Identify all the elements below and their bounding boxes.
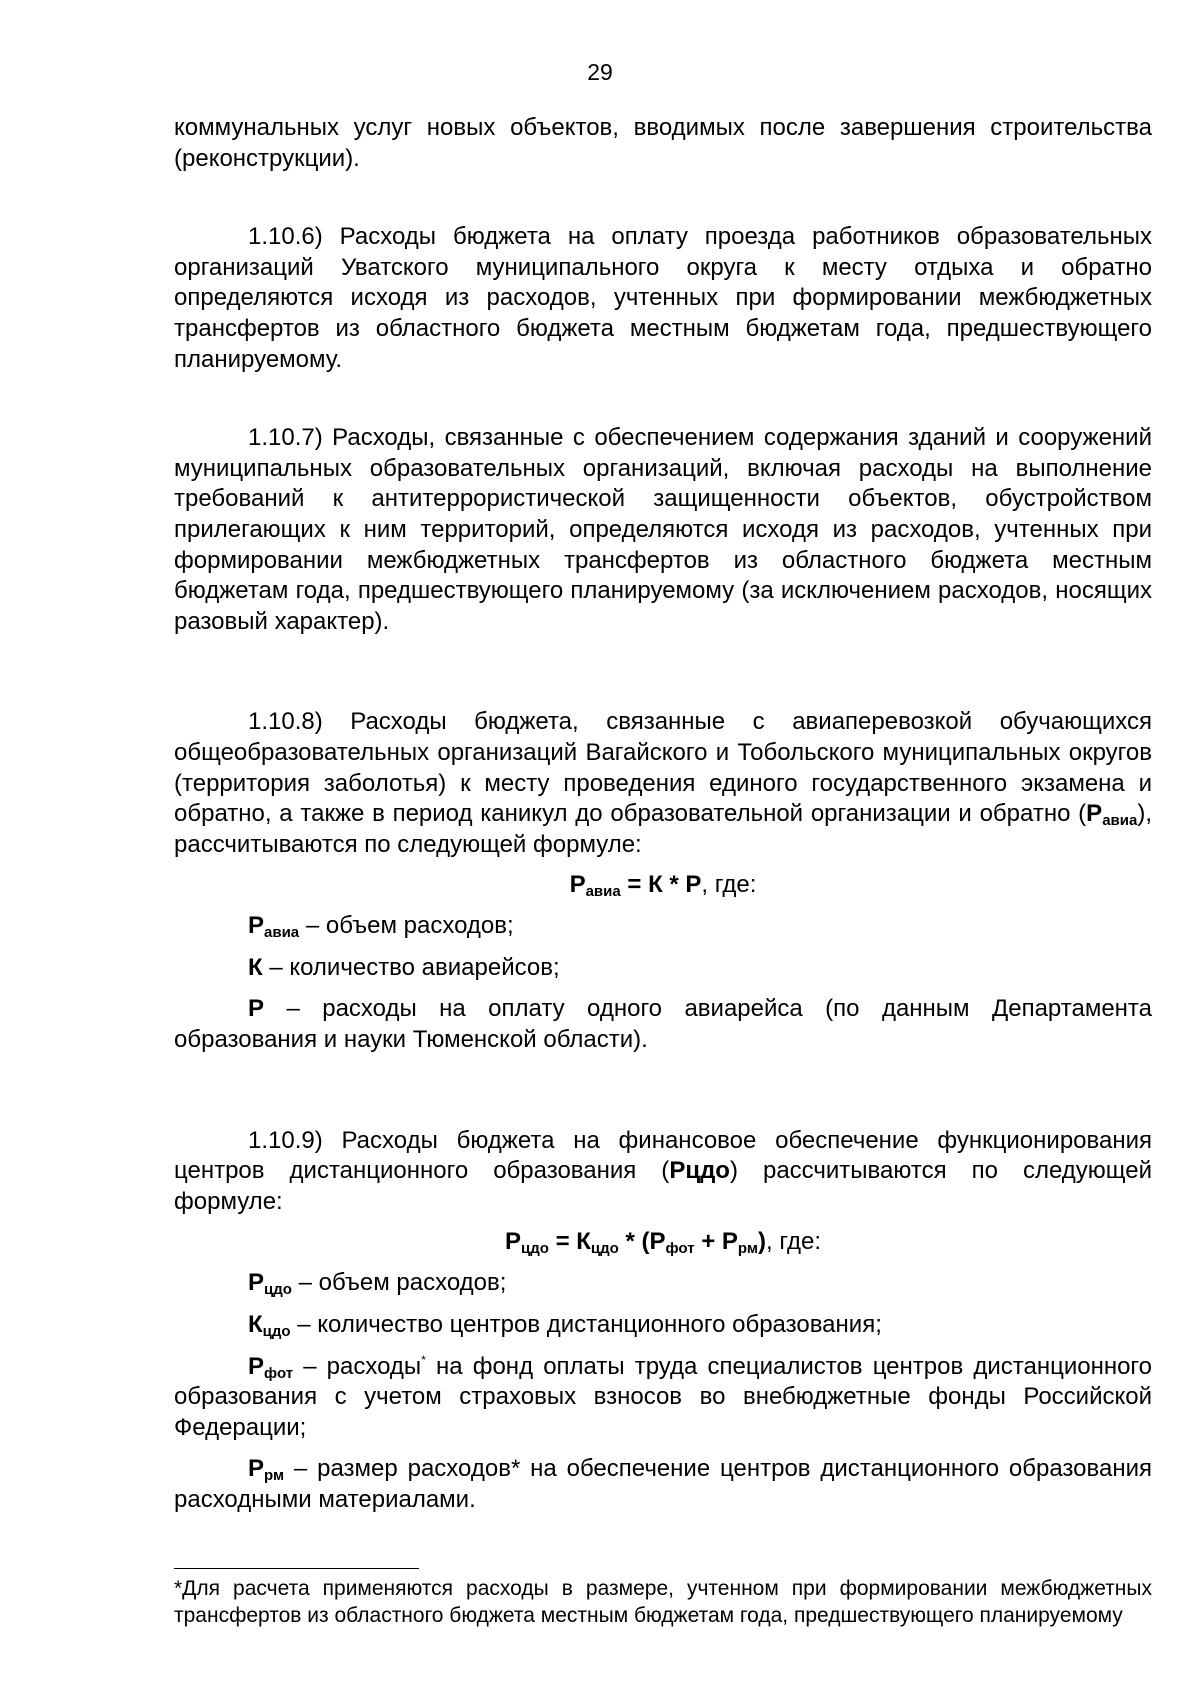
formula-plus: + Р: [694, 1228, 738, 1256]
formula-mid: * (Р: [618, 1228, 666, 1256]
def-symbol: Р: [248, 1269, 265, 1297]
paragraph-tail: ) рассчитываются по следующей формуле:: [174, 1157, 1153, 1215]
formula-tail: , где:: [701, 871, 757, 899]
paragraph-1-10-6: 1.10.6) Расходы бюджета на оплату проезда работников образовательных организаций Уватского муниципального округа к месту отдыха и обратно определяются исходя из расходов, учтенных при формировании межбюджетных трансфертов из областного бюджета местным бюджетам года, предшествующего планируемому.: [174, 223, 1152, 373]
paragraph-1-10-9: [174, 1126, 1152, 1218]
paragraph-1-10-7: 1.10.7) Расходы, связанные с обеспечением содержания зданий и сооружений муниципальных образовательных организаций, включая расходы на выполнение требований к антитеррористической защищенности объектов, обустройством прилегающих к ним территорий, определяются исходя из расходов, учтенных при формировании межбюджетных трансфертов из областного бюджета местным бюджетам года, предшествующего планируемому (за исключением расходов, носящих разовый характер).: [174, 424, 1152, 635]
formula-fot-subscript: фот: [665, 1240, 695, 1258]
paragraph-1-10-8: [174, 707, 1152, 860]
page-number: 29: [587, 59, 613, 85]
formula-eq-k: = К: [548, 1228, 591, 1256]
def-text: – количество центров дистанционного образования;: [290, 1311, 882, 1339]
formula-k-subscript: цдо: [590, 1240, 619, 1258]
def-text: – объем расходов;: [291, 1269, 507, 1297]
formula-close: ): [757, 1228, 766, 1256]
def-subscript: рм: [264, 1467, 285, 1485]
footnote: *Для расчета применяются расходы в размере, учтенном при формировании межбюджетных трансфертов из областного бюджета местным бюджетам года, предшествующего планируемому: [174, 1577, 1152, 1627]
def-subscript: цдо: [262, 1323, 291, 1341]
definition-p-avia: [174, 911, 1152, 942]
symbol-subscript: авиа: [1102, 812, 1138, 830]
def-symbol: К: [248, 1311, 263, 1339]
def-text: – размер расходов* на обеспечение центров дистанционного образования расходными материалами.: [174, 1455, 1152, 1513]
formula-p: Р: [504, 1228, 521, 1256]
document-body: [174, 113, 1152, 1516]
def-symbol: Р: [248, 995, 265, 1023]
footnote-marker: *: [421, 1352, 426, 1367]
formula-lhs-subscript: авиа: [585, 883, 621, 901]
def-symbol: К: [248, 953, 263, 981]
def-subscript: фот: [264, 1364, 294, 1382]
def-subscript: цдо: [264, 1281, 292, 1299]
def-text: – объем расходов;: [299, 912, 514, 940]
symbol-p: Р: [1086, 800, 1103, 828]
def-subscript: авиа: [264, 924, 300, 942]
formula-rhs: = К * Р: [620, 871, 702, 899]
paragraph-text: 1.10.8) Расходы бюджета, связанные с авиаперевозкой обучающихся общеобразовательных организаций Вагайского и Тобольского муниципальных округов (территория заболотья) к месту проведения единого государственного экзамена и обратно, а также в период каникул до образовательной организации и обратно (: [174, 708, 1152, 828]
paragraph-tail: ), рассчитываются по следующей формуле:: [174, 800, 1152, 858]
definition-p-cdo: [174, 1268, 1152, 1299]
formula-cdo: [174, 1227, 1152, 1257]
def-text: – расходы на оплату одного авиарейса (по данным Департамента образования и науки Тюменской области).: [174, 995, 1152, 1054]
definition-k-cdo: [174, 1310, 1152, 1341]
symbol-rcdo: Рцдо: [669, 1157, 730, 1185]
definition-p-fot: [174, 1352, 1152, 1444]
def-text-cont: на фонд оплаты труда специалистов центров дистанционного образования с учетом страховых взносов во внебюджетные фонды Российской Федерации;: [174, 1352, 1152, 1441]
formula-lhs: Р: [569, 871, 586, 899]
def-symbol: Р: [248, 912, 265, 940]
def-symbol: Р: [248, 1455, 265, 1483]
definition-p: [174, 994, 1152, 1055]
def-text: – расходы: [293, 1352, 422, 1380]
formula-tail: , где:: [765, 1228, 822, 1256]
paragraph-text: 1.10.9) Расходы бюджета на финансовое обеспечение функционирования центров дистанционного образования (: [174, 1126, 1152, 1185]
formula-avia: [174, 870, 1152, 900]
definition-k: [174, 953, 1152, 984]
paragraph-intro: коммунальных услуг новых объектов, вводимых после завершения строительства (реконструкции).: [174, 114, 1152, 172]
def-text: – количество авиарейсов;: [262, 953, 560, 981]
formula-rm-subscript: рм: [737, 1240, 758, 1258]
def-symbol: Р: [248, 1352, 265, 1380]
formula-p-subscript: цдо: [521, 1240, 549, 1258]
footnote-divider: [174, 1568, 419, 1569]
definition-p-rm: [174, 1454, 1152, 1515]
